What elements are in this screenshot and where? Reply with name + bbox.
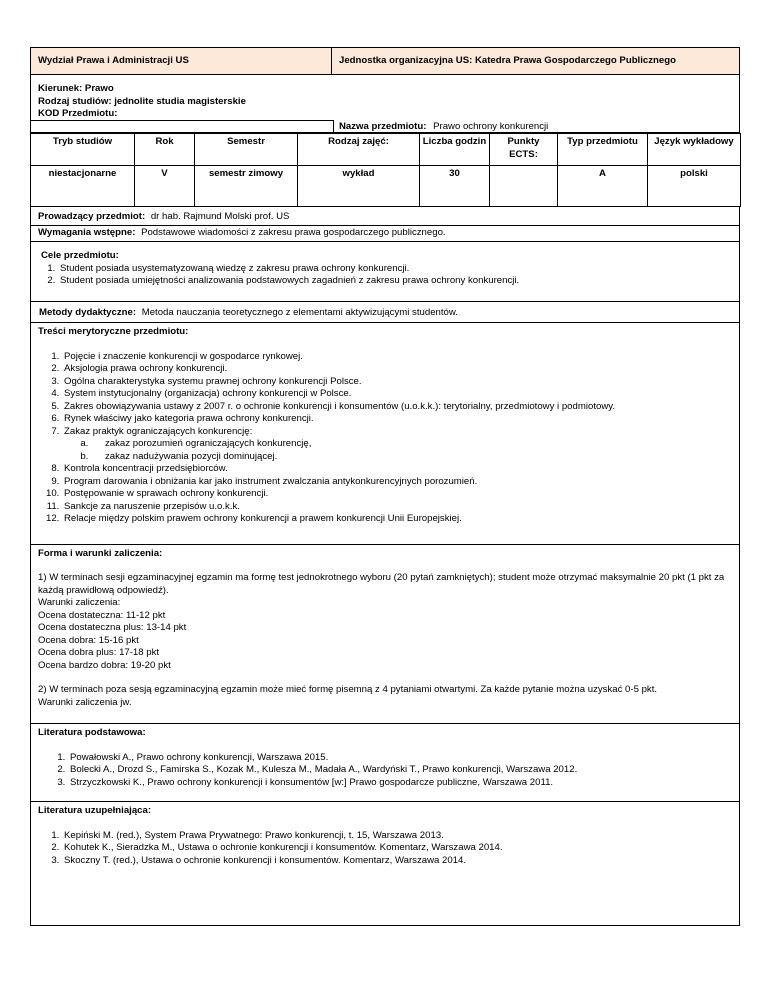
unit-cell: Jednostka organizacyjna US: Katedra Prawa Gospodarczego Publicznego — [332, 47, 740, 75]
val-jezyk: polski — [648, 166, 741, 207]
course-grid — [30, 133, 741, 207]
lit-uzup-section — [30, 802, 740, 926]
cele-section — [30, 242, 740, 302]
nazwa-przedmiotu: Nazwa przedmiotu: Prawo ochrony konkurencji — [339, 121, 549, 132]
list-item: 12. Relacje między polskim prawem ochrony konkurencji a prawem konkurencji Unii Europejskiej. — [62, 513, 732, 526]
col-ects: Punkty ECTS: — [490, 134, 558, 166]
val-liczba-godzin: 30 — [420, 166, 490, 207]
col-rok: Rok — [135, 134, 195, 166]
metody-row: Metody dydaktyczne: Metoda nauczania teoretycznego z elementami aktywizującymi studentów. — [30, 302, 740, 324]
lit-podst-section — [30, 724, 740, 802]
syllabus-document — [30, 47, 740, 926]
forma-p1: 1) W terminach sesji egzaminacyjnej egzamin ma formę test jednokrotnego wyboru (20 pytań zamkniętych); student może otrzymać maksymalnie 20 pkt (1 pkt za każdą prawidłową odpowiedź). — [38, 572, 725, 596]
list-item: 10. Postępowanie w sprawach ochrony konkurencji. — [62, 488, 732, 501]
col-rodzaj: Rodzaj zajęć: — [298, 134, 420, 166]
header-row — [30, 47, 740, 75]
val-rodzaj: wykład — [298, 166, 420, 207]
val-rok: V — [135, 166, 195, 207]
forma-line: Ocena dobra: 15-16 pkt — [38, 634, 139, 646]
list-item: 1. Pojęcie i znaczenie konkurencji w gospodarce rynkowej. — [62, 351, 732, 364]
col-liczba-godzin: Liczba godzin — [420, 134, 490, 166]
val-tryb: niestacjonarne — [31, 166, 135, 207]
kierunek: Kierunek: Prawo — [38, 83, 114, 94]
kod-label: KOD Przedmiotu: — [38, 108, 118, 119]
wymagania-row: Wymagania wstępne: Podstawowe wiadomości z zakresu prawa gospodarczego publicznego. — [30, 226, 740, 243]
lit-podst-title: Literatura podstawowa: — [38, 727, 146, 738]
cele-title: Cele przedmiotu: — [41, 250, 119, 261]
list-item: 4. System instytucjonalny (organizacja) ochrony konkurencji w Polsce. — [62, 388, 732, 401]
faculty-cell: Wydział Prawa i Administracji US — [30, 47, 332, 75]
grid-header-row — [31, 134, 741, 166]
sub-list-item: b. zakaz nadużywania pozycji dominującej. — [91, 451, 732, 464]
list-item: 1. Powałowski A., Prawo ochrony konkurencji, Warszawa 2015. — [68, 752, 732, 765]
col-jezyk: Język wykładowy — [648, 134, 741, 166]
forma-line: Warunki zaliczenia: — [38, 597, 121, 608]
col-tryb: Tryb studiów — [31, 134, 135, 166]
tresci-section — [30, 323, 740, 545]
list-item: 2. Kohutek K., Sieradzka M., Ustawa o ochronie konkurencji i konsumentów. Komentarz, Warszawa 2014. — [62, 842, 732, 855]
metody-value: Metoda nauczania teoretycznego z elementami aktywizującymi studentów. — [141, 306, 458, 318]
list-item: 11. Sankcje za naruszenie przepisów u.o.k.k. — [62, 501, 732, 514]
forma-line: Ocena dostateczna plus: 13-14 pkt — [38, 622, 187, 633]
forma-line: Ocena bardzo dobra: 19-20 pkt — [38, 659, 171, 671]
course-info — [30, 75, 740, 133]
forma-line: Ocena dobra plus: 17-18 pkt — [38, 647, 160, 658]
forma-line: Ocena dostateczna: 11-12 pkt — [38, 609, 166, 621]
grid-value-row — [31, 166, 741, 207]
wymagania-value: Podstawowe wiadomości z zakresu prawa gospodarczego publicznego. — [141, 226, 446, 238]
prowadzacy-value: dr hab. Rajmund Molski prof. US — [150, 211, 290, 222]
list-item: 3. Ogólna charakterystyka systemu prawnej ochrony konkurencji Polsce. — [62, 376, 732, 389]
forma-p2: 2) W terminach poza sesją egzaminacyjną egzamin może mieć formę pisemną z 4 pytaniami otwartymi. Za każde pytanie można uzyskać 0-5 pkt. — [38, 684, 658, 695]
col-semestr: Semestr — [195, 134, 298, 166]
list-item: 9. Program darowania i obniżania kar jako instrument zwalczania antykonkurencyjnych porozumień. — [62, 476, 732, 489]
rodzaj-studiow: Rodzaj studiów: jednolite studia magisterskie — [38, 95, 246, 107]
val-typ: A — [558, 166, 648, 207]
list-item: 1. Student posiada usystematyzowaną wiedzę z zakresu prawa ochrony konkurencji. — [58, 263, 729, 276]
list-item: 2. Student posiada umiejętności analizowania podstawowych zagadnień z zakresu prawa ochrony konkurencji. — [58, 275, 729, 288]
prowadzacy-row: Prowadzący przedmiot: dr hab. Rajmund Molski prof. US — [30, 207, 740, 226]
col-typ: Typ przedmiotu — [558, 134, 648, 166]
val-ects — [490, 166, 558, 207]
lit-uzup-title: Literatura uzupełniająca: — [38, 805, 152, 816]
list-item: 2. Bolecki A., Drozd S., Famirska S., Kozak M., Kulesza M., Madała A., Wardyński T., Prawo konkurencji, Warszawa 2012. — [68, 764, 732, 777]
nazwa-value: Prawo ochrony konkurencji — [433, 121, 549, 132]
list-item: 2. Aksjologia prawa ochrony konkurencji. — [62, 363, 732, 376]
sub-list — [64, 438, 732, 463]
tresci-title: Treści merytoryczne przedmiotu: — [38, 326, 189, 337]
lit-podst-list — [38, 752, 732, 790]
lit-uzup-list — [38, 830, 732, 868]
forma-section — [30, 545, 740, 725]
list-item: 6. Rynek właściwy jako kategoria prawa ochrony konkurencji. — [62, 413, 732, 426]
forma-title: Forma i warunki zaliczenia: — [38, 547, 163, 559]
sub-list-item: a. zakaz porozumień ograniczających konkurencję, — [91, 438, 732, 451]
cele-list — [41, 263, 729, 288]
tresci-list — [38, 351, 732, 526]
list-item: 7. Zakaz praktyk ograniczających konkurencję: a. zakaz porozumień ograniczających konkurencję, b. zakaz nadużywania pozycji dominującej. — [62, 426, 732, 464]
forma-p2b: Warunki zaliczenia jw. — [38, 696, 132, 708]
list-item: 1. Kepiński M. (red.), System Prawa Prywatnego: Prawo konkurencji, t. 15, Warszawa 2013. — [62, 830, 732, 843]
list-item: 3. Skoczny T. (red.), Ustawa o ochronie konkurencji i konsumentów. Komentarz, Warszawa 2014. — [62, 855, 732, 868]
val-semestr: semestr zimowy — [195, 166, 298, 207]
list-item: 5. Zakres obowiązywania ustawy z 2007 r. o ochronie konkurencji i konsumentów (u.o.k.k.): terytorialny, przedmiotowy i podmiotowy. — [62, 401, 732, 414]
list-item: 8. Kontrola koncentracji przedsiębiorców. — [62, 463, 732, 476]
list-item: 3. Strzyczkowski K., Prawo ochrony konkurencji i konsumentów [w:] Prawo gospodarcze publiczne, Warszawa 2011. — [68, 777, 732, 790]
